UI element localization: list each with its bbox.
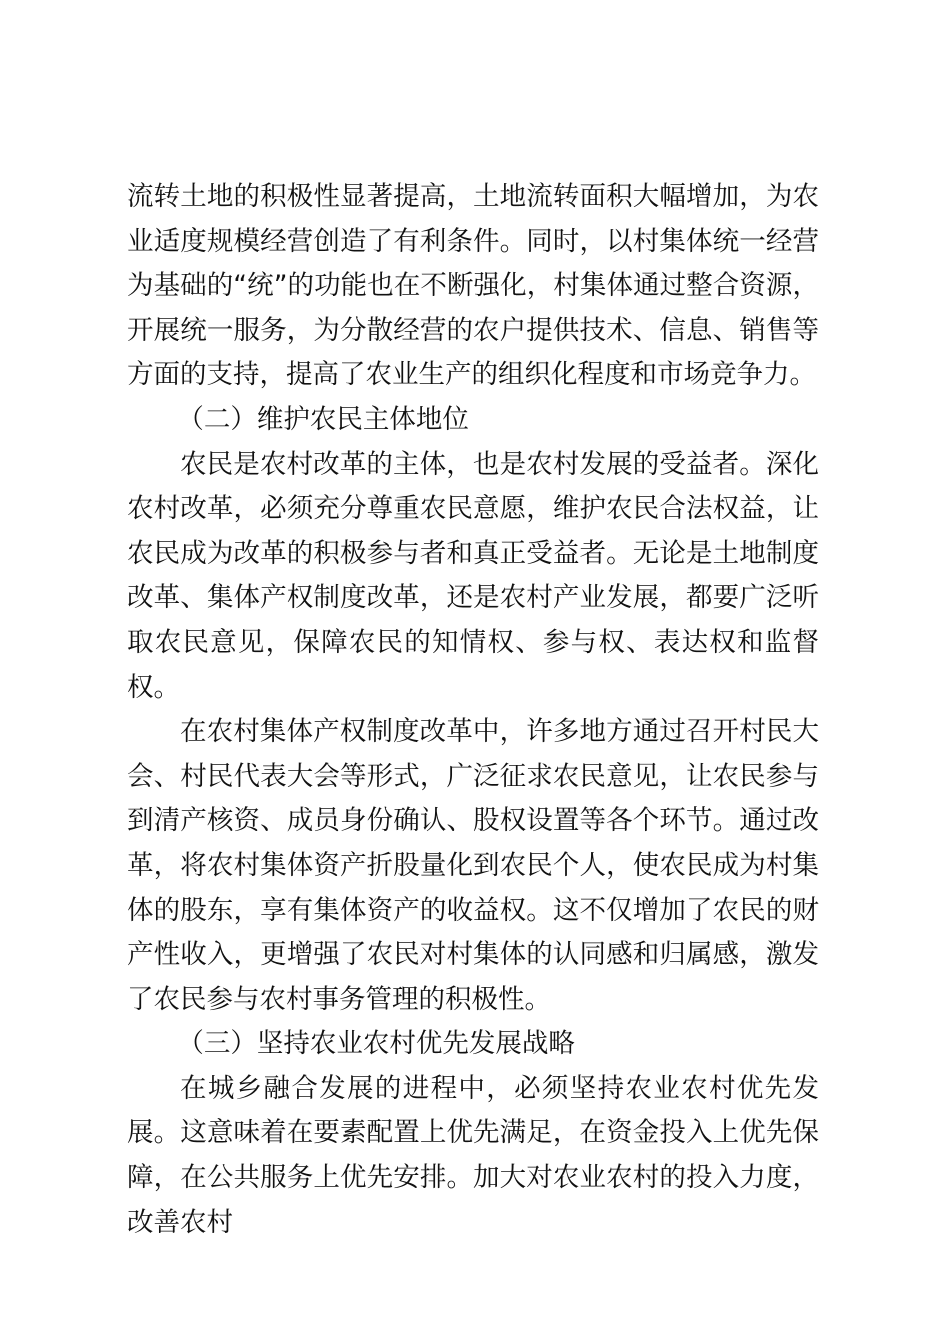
section-heading-priority-development: （三）坚持农业农村优先发展战略 (177, 1028, 575, 1060)
document-body (127, 175, 819, 1245)
paragraph-land-transfer: 流转土地的积极性显著提高，土地流转面积大幅增加，为农业适度规模经营创造了有利条件。同时，以村集体统一经营为基础的“统”的功能也在不断强化，村集体通过整合资源，开展统一服务，为分散经营的农户提供技术、信息、销售等方面的支持，提高了农业生产的组织化程度和市场竞争力。 (127, 181, 819, 391)
section-heading-farmers-subject: （二）维护农民主体地位 (177, 403, 469, 435)
paragraph-farmers-subject: 农民是农村改革的主体，也是农村发展的受益者。深化农村改革，必须充分尊重农民意愿，维护农民合法权益，让农民成为改革的积极参与者和真正受益者。无论是土地制度改革、集体产权制度改革，还是农村产业发展，都要广泛听取农民意见，保障农民的知情权、参与权、表达权和监督权。 (127, 448, 819, 703)
paragraph-priority-development: 在城乡融合发展的进程中，必须坚持农业农村优先发展。这意味着在要素配置上优先满足，在资金投入上优先保障，在公共服务上优先安排。加大对农业农村的投入力度，改善农村 (127, 1072, 819, 1238)
paragraph-collective-property-reform: 在农村集体产权制度改革中，许多地方通过召开村民大会、村民代表大会等形式，广泛征求农民意见，让农民参与到清产核资、成员身份确认、股权设置等各个环节。通过改革，将农村集体资产折股量化到农民个人，使农民成为村集体的股东，享有集体资产的收益权。这不仅增加了农民的财产性收入，更增强了农民对村集体的认同感和归属感，激发了农民参与农村事务管理的积极性。 (127, 716, 819, 1015)
